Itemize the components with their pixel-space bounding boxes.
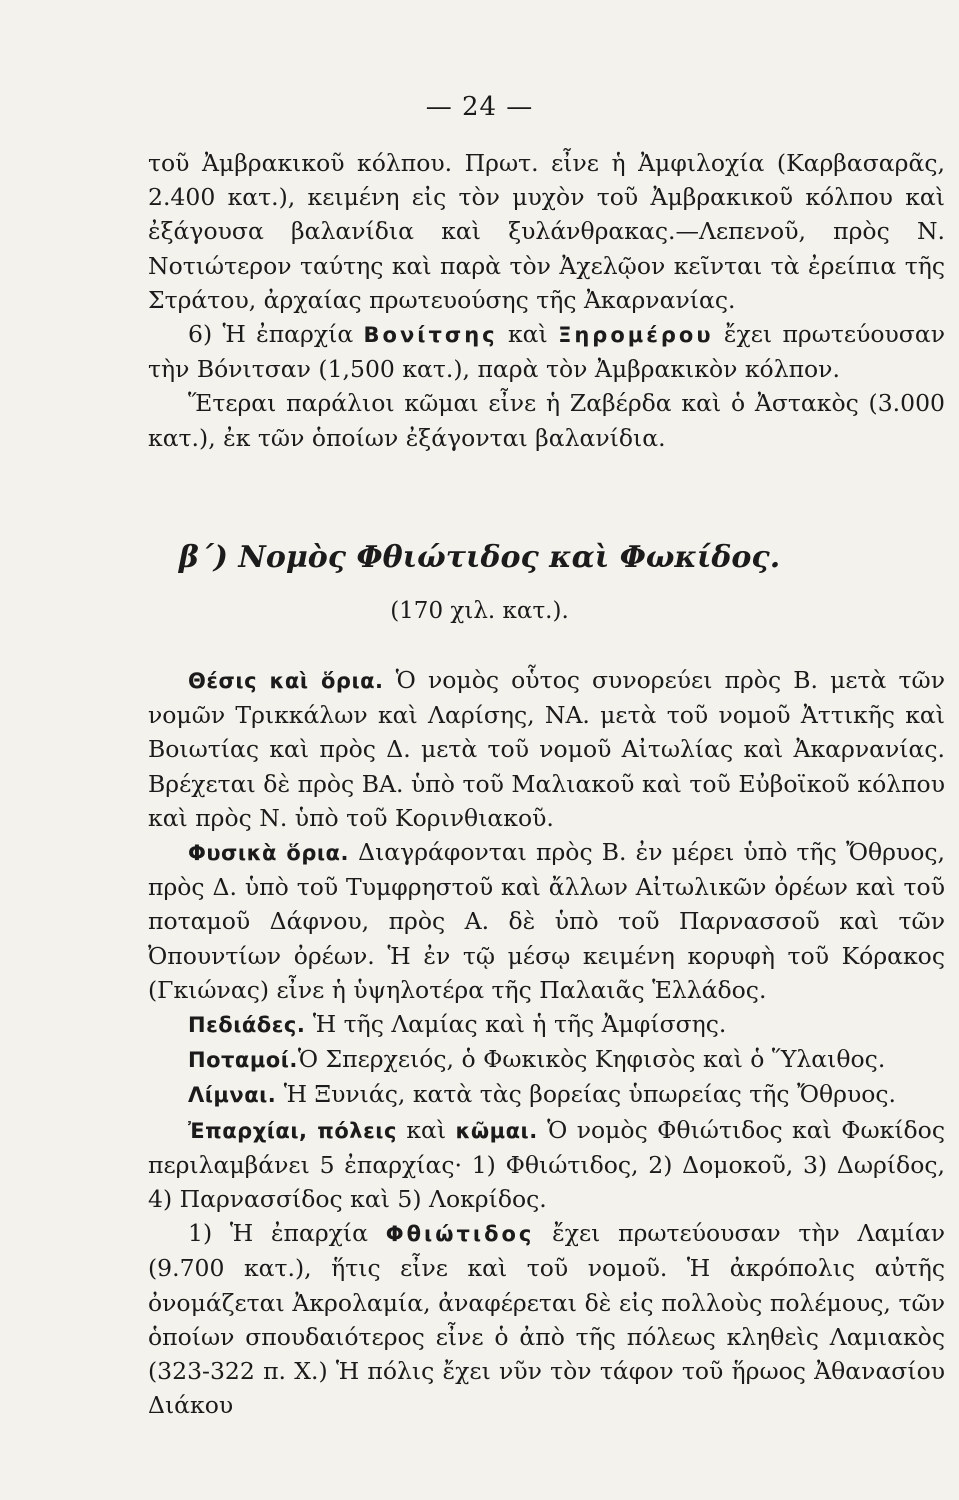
eparchy-name-vonitsa: Βονίτσης xyxy=(363,323,498,348)
plains-paragraph xyxy=(148,1007,945,1042)
provinces-conjunction: καὶ xyxy=(396,1115,456,1144)
natural-borders-heading: Φυσικὰ ὅρια. xyxy=(188,841,349,866)
lakes-paragraph xyxy=(148,1077,945,1112)
section-subtitle: (170 χιλ. κατ.). xyxy=(390,598,569,624)
position-borders-paragraph xyxy=(148,663,945,835)
intro-paragraph-2 xyxy=(148,317,945,386)
natural-borders-paragraph xyxy=(148,835,945,1007)
phthiotis-text: ἔχει πρωτεύουσαν τὴν Λαμίαν (9.700 κατ.), ἥτις εἶνε καὶ τοῦ νομοῦ. Ἡ ἀκρόπολις αὐτῆς ὀνομάζεται Ἀκρολαμία, ἀναφέρεται δὲ εἰς πολλοὺς πολέμους, τῶν ὁποίων σπουδαιότερος εἶνε ὁ ἀπὸ τῆς πόλεως κληθεὶς Λαμιακὸς (323-322 π. Χ.) Ἡ πόλις ἔχει νῦν τὸν τάφον τοῦ ἥρωος Ἀθανασίου Διάκου xyxy=(148,1219,945,1420)
lakes-heading: Λίμναι. xyxy=(188,1083,277,1108)
eparchy-prefix: 6) Ἡ ἐπαρχία xyxy=(188,320,364,349)
phthiotis-name: Φθιώτιδος xyxy=(385,1222,535,1247)
eparchy-name-xiromero: Ξηρομέρου xyxy=(558,323,714,348)
phthiotis-prefix: 1) Ἡ ἐπαρχία xyxy=(188,1219,386,1248)
page-number: — 24 — xyxy=(425,92,534,122)
intro-text xyxy=(148,146,945,455)
section-title: β΄) Νομὸς Φθιώτιδος καὶ Φωκίδος. xyxy=(178,540,781,575)
rivers-heading: Ποταμοί. xyxy=(188,1048,298,1073)
section-body xyxy=(148,663,945,1422)
lakes-text: Ἡ Ξυνιάς, κατὰ τὰς βορείας ὑπωρείας τῆς Ὄθρυος. xyxy=(276,1080,897,1109)
phthiotis-paragraph xyxy=(148,1216,945,1422)
intro-paragraph-1: τοῦ Ἀμβρακικοῦ κόλπου. Πρωτ. εἶνε ἡ Ἀμφιλοχία (Καρβασαρᾶς, 2.400 κατ.), κειμένη εἰς τὸν μυχὸν τοῦ Ἀμβρακικοῦ κόλπου καὶ ἐξάγουσα βαλανίδια καὶ ξυλάνθρακας.—Λεπενοῦ, πρὸς Ν. Νοτιώτερον ταύτης καὶ παρὰ τὸν Ἀχελῷον κεῖνται τὰ ἐρείπια τῆς Στράτου, ἀρχαίας πρωτευούσης τῆς Ἀκαρνανίας. xyxy=(148,149,945,314)
plains-heading: Πεδιάδες. xyxy=(188,1013,306,1038)
villages-heading: κῶμαι. xyxy=(455,1118,538,1143)
eparchy-description: ἔχει πρωτεύουσαν τὴν Βόνιτσαν (1,500 κατ.), παρὰ τὸν Ἀμβρακικὸν κόλπον. xyxy=(148,320,945,384)
provinces-paragraph xyxy=(148,1113,945,1217)
natural-borders-text: Διαγράφονται πρὸς Β. ἐν μέρει ὑπὸ τῆς Ὄθρυος, πρὸς Δ. ὑπὸ τοῦ Τυμφρηστοῦ καὶ ἄλλων Αἰτωλικῶν ὀρέων καὶ τοῦ ποταμοῦ Δάφνου, πρὸς Α. δὲ ὑπὸ τοῦ Παρνασσοῦ καὶ τῶν Ὀπουντίων ὀρέων. Ἡ ἐν τῷ μέσῳ κειμένη κορυφὴ τοῦ Κόρακος (Γκιώνας) εἶνε ἡ ὑψηλοτέρα τῆς Παλαιᾶς Ἑλλάδος. xyxy=(148,838,945,1004)
provinces-text: Ὁ νομὸς Φθιώτιδος καὶ Φωκίδος περιλαμβάνει 5 ἐπαρχίας· 1) Φθιώτιδος, 2) Δομοκοῦ, 3) Δωρίδος, 4) Παρνασσίδος καὶ 5) Λοκρίδος. xyxy=(148,1115,945,1214)
conjunction: καὶ xyxy=(497,320,559,349)
position-borders-heading: Θέσις καὶ ὅρια. xyxy=(188,669,384,693)
provinces-heading: Ἐπαρχίαι, πόλεις xyxy=(188,1118,397,1143)
rivers-paragraph xyxy=(148,1042,945,1077)
intro-paragraph-3: Ἕτεραι παράλιοι κῶμαι εἶνε ἡ Ζαβέρδα καὶ ὁ Ἀστακὸς (3.000 κατ.), ἐκ τῶν ὁποίων ἐξάγονται βαλανίδια. xyxy=(148,389,945,452)
rivers-text: Ὁ Σπερχειός, ὁ Φωκικὸς Κηφισὸς καὶ ὁ Ὕλαιθος. xyxy=(297,1045,886,1074)
plains-text: Ἡ τῆς Λαμίας καὶ ἡ τῆς Ἀμφίσσης. xyxy=(305,1010,727,1039)
position-borders-text: Ὁ νομὸς οὗτος συνορεύει πρὸς Β. μετὰ τῶν νομῶν Τρικκάλων καὶ Λαρίσης, ΝΑ. μετὰ τοῦ νομοῦ Ἀττικῆς καὶ Βοιωτίας καὶ πρὸς Δ. μετὰ τοῦ νομοῦ Αἰτωλίας καὶ Ἀκαρνανίας. Βρέχεται δὲ πρὸς ΒΑ. ὑπὸ τοῦ Μαλιακοῦ καὶ τοῦ Εὐβοϊκοῦ κόλπου καὶ πρὸς Ν. ὑπὸ τοῦ Κορινθιακοῦ. xyxy=(148,666,946,832)
